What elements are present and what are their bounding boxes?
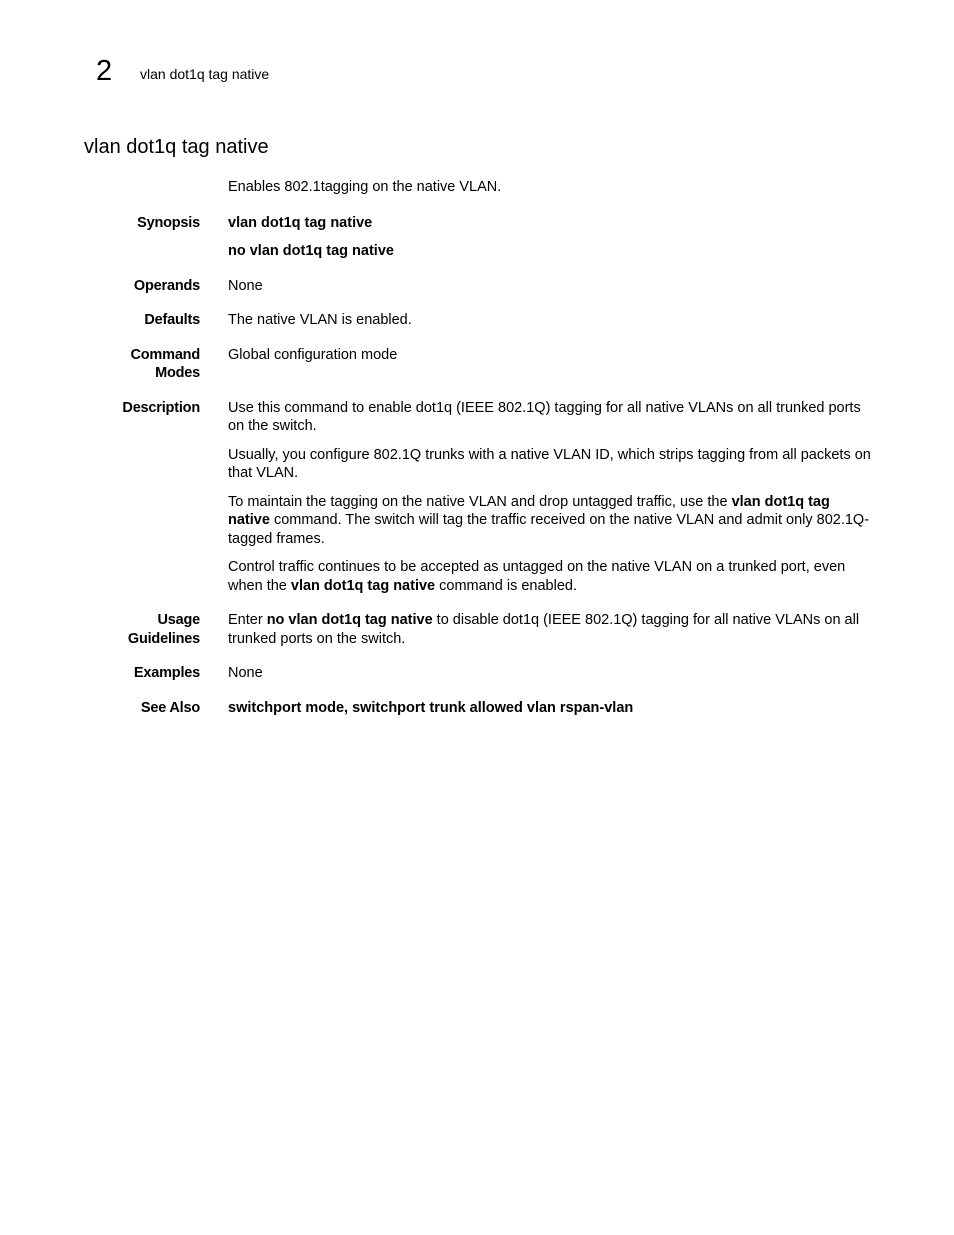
inline-command: no vlan dot1q tag native: [266, 612, 433, 628]
inline-command: vlan dot1q tag native: [290, 577, 436, 594]
description-label: Description: [122, 399, 200, 416]
usage-guidelines-label: Usage Guidelines: [127, 612, 200, 647]
usage-guidelines-row: [84, 611, 874, 648]
examples-label: Examples: [133, 665, 200, 681]
see-also-label: See Also: [140, 699, 200, 716]
operands-row: [84, 277, 874, 296]
description-paragraph: Use this command to enable dot1q (IEEE 802.1Q) tagging for all native VLANs on all trunked ports on the switch.: [228, 399, 861, 434]
operands-label: Operands: [133, 277, 200, 294]
synopsis-line: no vlan dot1q tag native: [228, 243, 394, 259]
chapter-number: 2: [96, 55, 113, 87]
defaults-text: The native VLAN is enabled.: [228, 312, 412, 328]
description-paragraph: To maintain the tagging on the native VLAN and drop untagged traffic, use the vlan dot1q tag native command. The switch will tag the traffic received on the native VLAN and admit only 802.1Q-tagged frames.: [228, 493, 870, 547]
usage-guidelines-text: Enter no vlan dot1q tag native to disable dot1q (IEEE 802.1Q) tagging for all native VLANs on all trunked ports on the switch.: [228, 612, 860, 647]
description-row: [84, 399, 874, 596]
intro-text: Enables 802.1tagging on the native VLAN.: [228, 179, 502, 195]
operands-text: None: [228, 277, 263, 294]
command-title: vlan dot1q tag native: [84, 136, 269, 158]
running-header: vlan dot1q tag native: [140, 66, 270, 82]
synopsis-line: vlan dot1q tag native: [228, 214, 373, 231]
synopsis-row: [84, 214, 874, 261]
command-modes-row: [84, 346, 874, 383]
see-also-row: [84, 699, 874, 718]
defaults-row: [84, 311, 874, 330]
description-paragraph: Control traffic continues to be accepted as untagged on the native VLAN on a trunked port, even when the vlan dot1q tag native command is enabled.: [228, 559, 846, 594]
examples-text: None: [228, 665, 263, 681]
intro-row: [84, 178, 874, 197]
command-modes-text: Global configuration mode: [228, 346, 398, 363]
command-modes-label: Command Modes: [130, 346, 200, 381]
description-paragraph: Usually, you configure 802.1Q trunks with a native VLAN ID, which strips tagging from all packets on that VLAN.: [228, 446, 871, 481]
synopsis-label: Synopsis: [137, 214, 200, 231]
defaults-label: Defaults: [144, 312, 200, 328]
inline-command: vlan dot1q tag native: [228, 493, 830, 528]
see-also-links[interactable]: switchport mode, switchport trunk allowed vlan rspan-vlan: [228, 699, 634, 716]
examples-row: [84, 664, 874, 683]
command-reference-body: [84, 178, 874, 733]
